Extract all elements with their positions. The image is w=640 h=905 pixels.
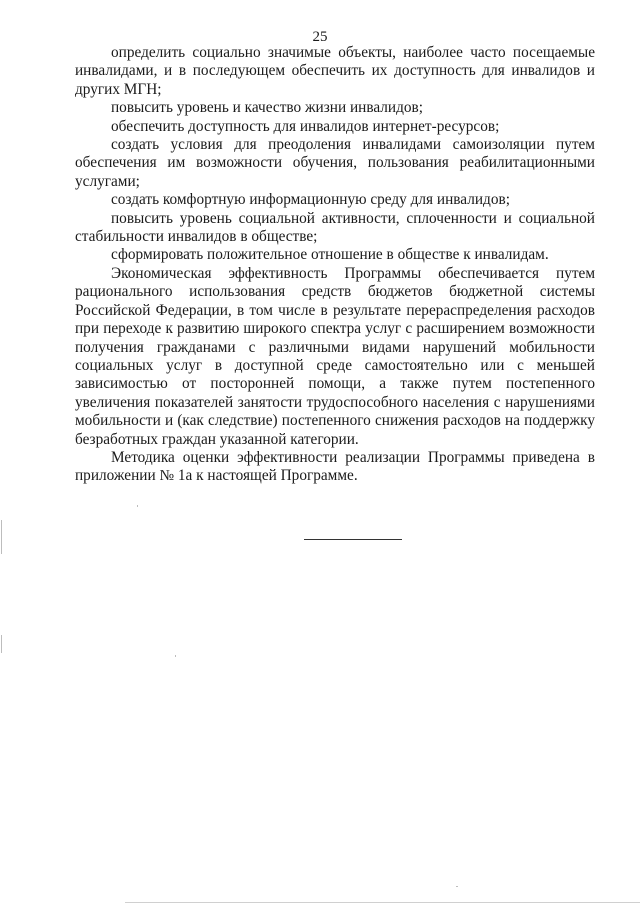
scan-artifact	[456, 886, 458, 887]
paragraph-self-isolation: создать условия для преодоления инвалидами самоизоляции путем обеспечения им возможности обучения, пользования реабилитационными услугами;	[75, 136, 595, 190]
paragraph-quality-of-life: повысить уровень и качество жизни инвалидов;	[111, 99, 424, 117]
scan-artifact	[175, 655, 176, 657]
scan-artifact	[1, 635, 2, 653]
scan-artifact	[1, 520, 2, 554]
paragraph-social-activity: повысить уровень социальной активности, сплоченности и социальной стабильности инвалидов в обществе;	[75, 209, 595, 246]
paragraph-economic-efficiency: Экономическая эффективность Программы обеспечивается путем рационального использования средств бюджетов бюджетной системы Российской Федерации, в том числе в результате перераспределения расходов при переходе к развитию широкого спектра услуг с расширением возможности получения гражданами с различными видами нарушений мобильности социальных услуг в доступной среде самостоятельно или с меньшей зависимостью от посторонней помощи, а также путем постепенного увеличения показателей занятости трудоспособного населения с нарушениями мобильности и (как следствие) постепенного снижения расходов на поддержку безработных граждан указанной категории.	[75, 264, 595, 448]
paragraph-positive-attitude: сформировать положительное отношение в обществе к инвалидам.	[111, 246, 549, 264]
scan-artifact	[125, 902, 640, 903]
end-separator-line	[304, 539, 402, 540]
paragraph-objectives-accessibility: определить социально значимые объекты, наиболее часто посещаемые инвалидами, и в последующем обеспечить их доступность для инвалидов и других МГН;	[75, 44, 595, 98]
page-number: 25	[312, 29, 328, 45]
scan-artifact	[137, 505, 138, 507]
document-body	[75, 44, 595, 486]
paragraph-methodology: Методика оценки эффективности реализации Программы приведена в приложении № 1а к настоящей Программе.	[75, 448, 595, 485]
paragraph-information-environment: создать комфортную информационную среду для инвалидов;	[111, 191, 510, 209]
paragraph-internet-resources: обеспечить доступность для инвалидов интернет-ресурсов;	[111, 117, 500, 135]
